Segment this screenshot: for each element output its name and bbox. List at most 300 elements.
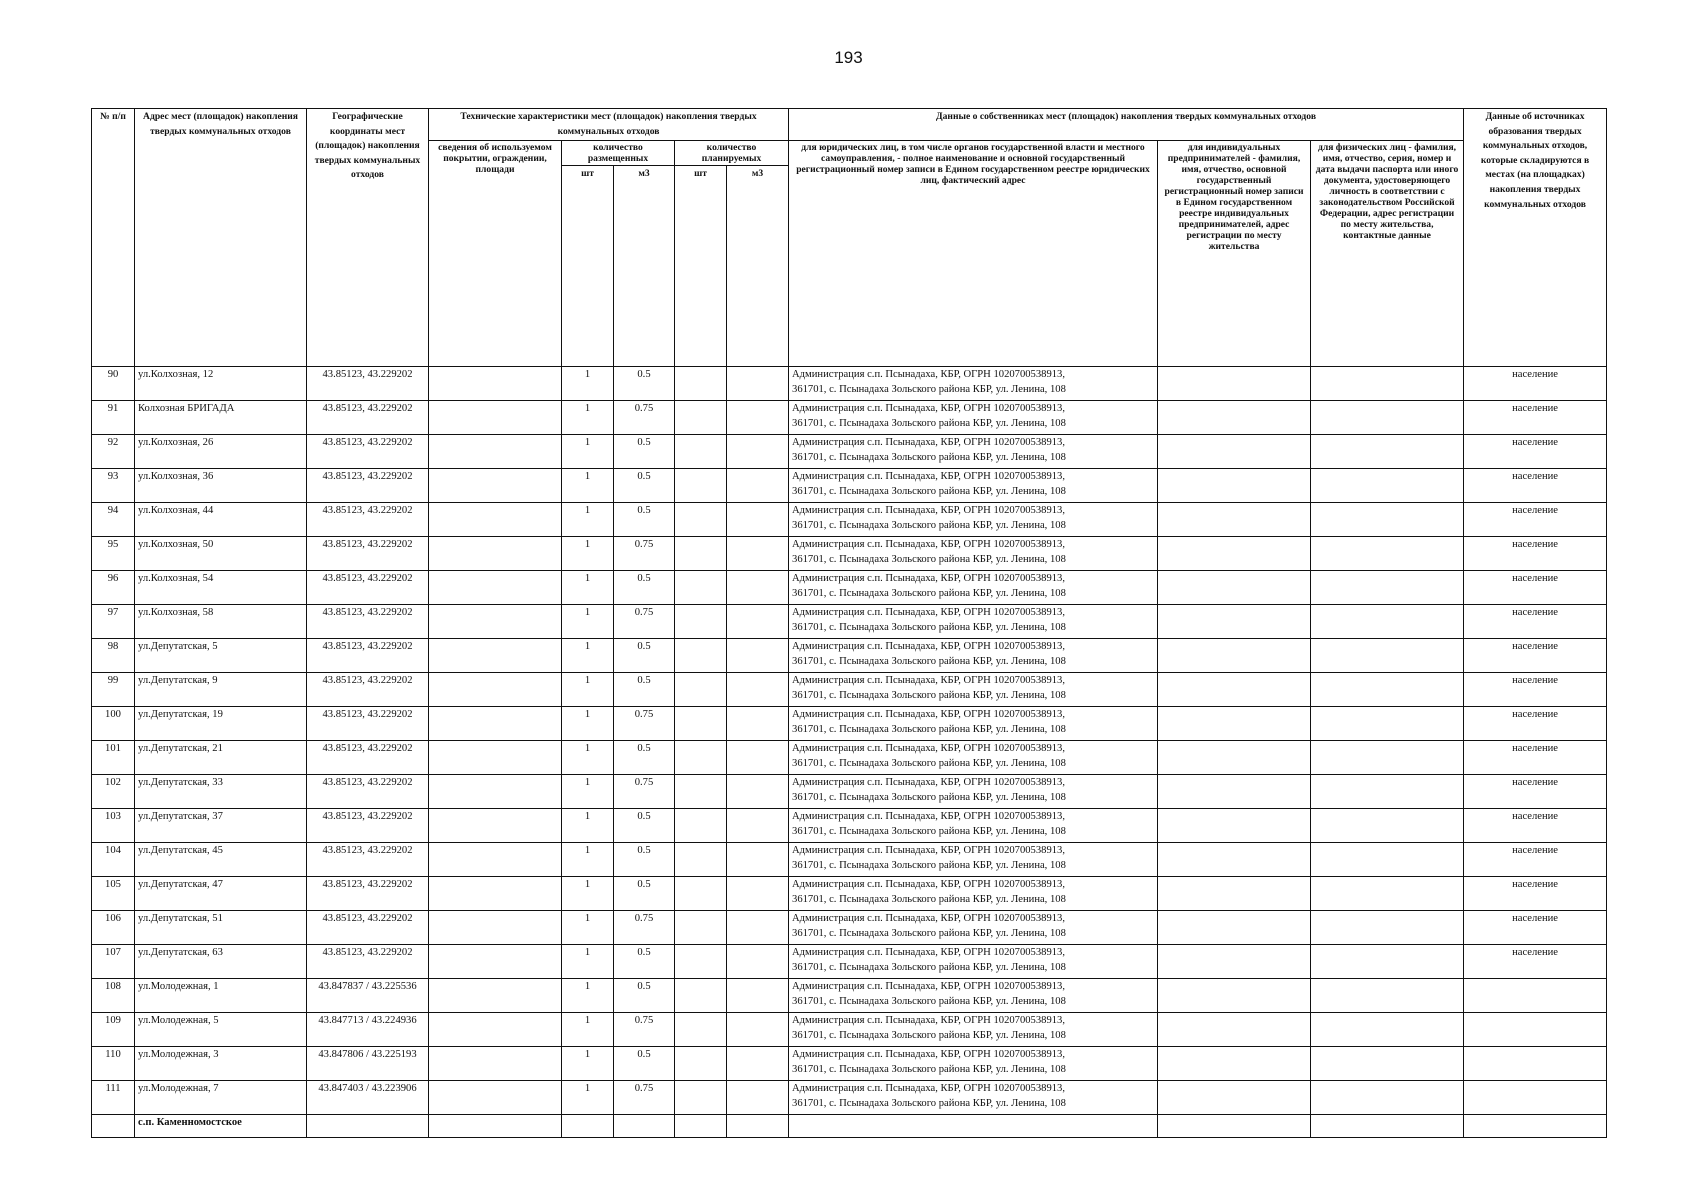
table-header <box>92 109 1607 367</box>
row-address: ул.Депутатская, 33 <box>135 775 307 809</box>
table-row <box>92 775 1607 809</box>
owner-line-address: 361701, с. Псынадаха Зольского района КБР, ул. Ленина, 108 <box>792 655 1066 667</box>
row-planned-count <box>675 571 727 605</box>
row-number: 110 <box>92 1047 135 1081</box>
row-waste-source: население <box>1464 401 1607 435</box>
row-waste-source: население <box>1464 775 1607 809</box>
row-container-count: 1 <box>562 877 614 911</box>
row-coordinates: 43.847403 / 43.223906 <box>307 1081 429 1115</box>
row-owner-person <box>1311 503 1464 537</box>
row-surface-info <box>429 843 562 877</box>
row-address: ул.Молодежная, 7 <box>135 1081 307 1115</box>
owner-line-address: 361701, с. Псынадаха Зольского района КБР, ул. Ленина, 108 <box>792 587 1066 599</box>
row-planned-volume <box>727 435 789 469</box>
row-planned-count <box>675 1013 727 1047</box>
row-number: 98 <box>92 639 135 673</box>
row-planned-count <box>675 639 727 673</box>
row-surface-info <box>429 469 562 503</box>
row-surface-info <box>429 945 562 979</box>
row-owner-legal <box>789 877 1158 911</box>
row-container-count: 1 <box>562 673 614 707</box>
row-waste-source: население <box>1464 605 1607 639</box>
header-coords: Географические координаты мест (площадок) накопления твердых коммунальных отходов <box>307 109 429 367</box>
row-owner-person <box>1311 809 1464 843</box>
owner-line-name: Администрация с.п. Псынадаха, КБР, ОГРН 1020700538913, <box>792 369 1065 381</box>
row-owner-person <box>1311 605 1464 639</box>
row-owner-legal <box>789 1081 1158 1115</box>
row-owner-ip <box>1158 1047 1311 1081</box>
row-owner-person <box>1311 741 1464 775</box>
row-coordinates: 43.85123, 43.229202 <box>307 945 429 979</box>
row-surface-info <box>429 605 562 639</box>
row-surface-info <box>429 1013 562 1047</box>
row-owner-person <box>1311 367 1464 401</box>
owner-line-name: Администрация с.п. Псынадаха, КБР, ОГРН 1020700538913, <box>792 471 1065 483</box>
row-address: ул.Колхозная, 12 <box>135 367 307 401</box>
row-planned-count <box>675 809 727 843</box>
owner-line-name: Администрация с.п. Псынадаха, КБР, ОГРН 1020700538913, <box>792 1015 1065 1027</box>
row-surface-info <box>429 1081 562 1115</box>
row-planned-volume <box>727 877 789 911</box>
row-waste-source <box>1464 1081 1607 1115</box>
table-row <box>92 741 1607 775</box>
row-planned-count <box>675 775 727 809</box>
row-address: ул.Депутатская, 19 <box>135 707 307 741</box>
row-surface-info <box>429 877 562 911</box>
row-owner-legal <box>789 605 1158 639</box>
row-owner-legal <box>789 537 1158 571</box>
owner-line-address: 361701, с. Псынадаха Зольского района КБР, ул. Ленина, 108 <box>792 417 1066 429</box>
row-coordinates: 43.85123, 43.229202 <box>307 469 429 503</box>
row-coordinates: 43.85123, 43.229202 <box>307 571 429 605</box>
row-coordinates: 43.85123, 43.229202 <box>307 639 429 673</box>
row-planned-volume <box>727 605 789 639</box>
row-owner-ip <box>1158 469 1311 503</box>
owner-line-name: Администрация с.п. Псынадаха, КБР, ОГРН 1020700538913, <box>792 879 1065 891</box>
owner-line-name: Администрация с.п. Псынадаха, КБР, ОГРН 1020700538913, <box>792 505 1065 517</box>
row-owner-legal <box>789 401 1158 435</box>
row-coordinates: 43.85123, 43.229202 <box>307 605 429 639</box>
owner-line-name: Администрация с.п. Псынадаха, КБР, ОГРН 1020700538913, <box>792 947 1065 959</box>
row-planned-volume <box>727 809 789 843</box>
section-empty-cell <box>92 1115 135 1138</box>
row-container-count: 1 <box>562 707 614 741</box>
row-container-count: 1 <box>562 775 614 809</box>
row-planned-volume <box>727 741 789 775</box>
row-container-volume: 0.5 <box>614 503 675 537</box>
row-planned-volume <box>727 945 789 979</box>
row-owner-person <box>1311 537 1464 571</box>
row-container-volume: 0.5 <box>614 673 675 707</box>
row-owner-ip <box>1158 639 1311 673</box>
row-container-count: 1 <box>562 1081 614 1115</box>
row-planned-count <box>675 1047 727 1081</box>
row-number: 93 <box>92 469 135 503</box>
row-owner-legal <box>789 775 1158 809</box>
row-container-volume: 0.75 <box>614 605 675 639</box>
row-number: 109 <box>92 1013 135 1047</box>
row-address: ул.Колхозная, 54 <box>135 571 307 605</box>
row-waste-source <box>1464 1047 1607 1081</box>
row-owner-ip <box>1158 911 1311 945</box>
header-unit-pcs: шт <box>562 166 614 367</box>
row-planned-volume <box>727 1047 789 1081</box>
row-waste-source: население <box>1464 571 1607 605</box>
row-surface-info <box>429 639 562 673</box>
row-planned-count <box>675 707 727 741</box>
row-planned-volume <box>727 401 789 435</box>
row-container-volume: 0.5 <box>614 877 675 911</box>
row-owner-person <box>1311 571 1464 605</box>
row-planned-count <box>675 469 727 503</box>
table-body <box>92 367 1607 1138</box>
row-owner-legal <box>789 673 1158 707</box>
section-empty-cell <box>614 1115 675 1138</box>
row-waste-source: население <box>1464 673 1607 707</box>
row-container-count: 1 <box>562 639 614 673</box>
row-container-volume: 0.5 <box>614 979 675 1013</box>
row-number: 108 <box>92 979 135 1013</box>
row-planned-volume <box>727 979 789 1013</box>
row-owner-person <box>1311 435 1464 469</box>
row-number: 103 <box>92 809 135 843</box>
header-owners-legal: для юридических лиц, в том числе органов государственной власти и местного самоуправления, - полное наименование и основной государственный регистрационный номер записи в Едином государственном реестре юридических лиц, фактический адрес <box>789 141 1158 367</box>
section-empty-cell <box>1311 1115 1464 1138</box>
section-empty-cell <box>562 1115 614 1138</box>
row-address: ул.Депутатская, 63 <box>135 945 307 979</box>
header-owners-person: для физических лиц - фамилия, имя, отчество, серия, номер и дата выдачи паспорта или иного документа, удостоверяющего личность в соответствии с законодательством Российской Федерации, адрес регистрации по месту жительства, контактные данные <box>1311 141 1464 367</box>
row-waste-source: население <box>1464 911 1607 945</box>
owner-line-name: Администрация с.п. Псынадаха, КБР, ОГРН 1020700538913, <box>792 981 1065 993</box>
owner-line-address: 361701, с. Псынадаха Зольского района КБР, ул. Ленина, 108 <box>792 689 1066 701</box>
row-waste-source: население <box>1464 435 1607 469</box>
owner-line-name: Администрация с.п. Псынадаха, КБР, ОГРН 1020700538913, <box>792 743 1065 755</box>
table-row <box>92 435 1607 469</box>
row-coordinates: 43.85123, 43.229202 <box>307 809 429 843</box>
row-container-count: 1 <box>562 843 614 877</box>
owner-line-name: Администрация с.п. Псынадаха, КБР, ОГРН 1020700538913, <box>792 845 1065 857</box>
row-surface-info <box>429 503 562 537</box>
row-owner-person <box>1311 707 1464 741</box>
row-owner-ip <box>1158 1013 1311 1047</box>
owner-line-name: Администрация с.п. Псынадаха, КБР, ОГРН 1020700538913, <box>792 607 1065 619</box>
waste-sites-table <box>91 108 1607 1138</box>
row-surface-info <box>429 367 562 401</box>
row-owner-legal <box>789 435 1158 469</box>
row-waste-source: население <box>1464 503 1607 537</box>
header-owners-ip: для индивидуальных предпринимателей - фамилия, имя, отчество, основной государственный регистрационный номер записи в Едином государственном реестре индивидуальных предпринимателей, адрес регистрации по месту жительства <box>1158 141 1311 367</box>
header-address: Адрес мест (площадок) накопления твердых коммунальных отходов <box>135 109 307 367</box>
row-container-volume: 0.5 <box>614 367 675 401</box>
row-planned-count <box>675 1081 727 1115</box>
row-surface-info <box>429 741 562 775</box>
header-owners: Данные о собственниках мест (площадок) накопления твердых коммунальных отходов <box>789 109 1464 141</box>
row-container-count: 1 <box>562 605 614 639</box>
row-address: ул.Депутатская, 45 <box>135 843 307 877</box>
row-owner-ip <box>1158 775 1311 809</box>
row-surface-info <box>429 571 562 605</box>
row-number: 94 <box>92 503 135 537</box>
row-coordinates: 43.85123, 43.229202 <box>307 741 429 775</box>
row-number: 92 <box>92 435 135 469</box>
row-waste-source: население <box>1464 877 1607 911</box>
row-owner-person <box>1311 945 1464 979</box>
row-number: 101 <box>92 741 135 775</box>
table-row <box>92 1013 1607 1047</box>
table-row <box>92 911 1607 945</box>
row-coordinates: 43.85123, 43.229202 <box>307 503 429 537</box>
row-waste-source <box>1464 979 1607 1013</box>
row-owner-person <box>1311 401 1464 435</box>
row-container-volume: 0.75 <box>614 775 675 809</box>
section-empty-cell <box>675 1115 727 1138</box>
row-container-volume: 0.75 <box>614 911 675 945</box>
owner-line-address: 361701, с. Псынадаха Зольского района КБР, ул. Ленина, 108 <box>792 1029 1066 1041</box>
row-owner-legal <box>789 911 1158 945</box>
row-owner-legal <box>789 809 1158 843</box>
row-planned-count <box>675 979 727 1013</box>
row-planned-volume <box>727 1013 789 1047</box>
row-waste-source: население <box>1464 843 1607 877</box>
row-planned-volume <box>727 911 789 945</box>
row-owner-legal <box>789 1013 1158 1047</box>
header-tech-surface: сведения об используемом покрытии, ограждении, площади <box>429 141 562 367</box>
header-unit-m3: м3 <box>614 166 675 367</box>
row-coordinates: 43.85123, 43.229202 <box>307 843 429 877</box>
table-row <box>92 605 1607 639</box>
header-unit-m3: м3 <box>727 166 789 367</box>
row-waste-source: население <box>1464 809 1607 843</box>
row-container-count: 1 <box>562 979 614 1013</box>
row-number: 97 <box>92 605 135 639</box>
row-owner-ip <box>1158 605 1311 639</box>
owner-line-address: 361701, с. Псынадаха Зольского района КБР, ул. Ленина, 108 <box>792 961 1066 973</box>
row-waste-source <box>1464 1013 1607 1047</box>
owner-line-address: 361701, с. Псынадаха Зольского района КБР, ул. Ленина, 108 <box>792 485 1066 497</box>
row-container-volume: 0.5 <box>614 843 675 877</box>
row-surface-info <box>429 707 562 741</box>
row-container-volume: 0.5 <box>614 435 675 469</box>
row-planned-count <box>675 537 727 571</box>
row-container-count: 1 <box>562 503 614 537</box>
row-owner-ip <box>1158 367 1311 401</box>
row-waste-source: население <box>1464 741 1607 775</box>
header-sources: Данные об источниках образования твердых коммунальных отходов, которые складируются в местах (на площадках) накопления твердых коммунальных отходов <box>1464 109 1607 367</box>
row-owner-person <box>1311 469 1464 503</box>
row-owner-legal <box>789 367 1158 401</box>
row-address: ул.Молодежная, 1 <box>135 979 307 1013</box>
row-owner-legal <box>789 1047 1158 1081</box>
table-row <box>92 673 1607 707</box>
row-address: ул.Колхозная, 50 <box>135 537 307 571</box>
row-surface-info <box>429 537 562 571</box>
owner-line-address: 361701, с. Псынадаха Зольского района КБР, ул. Ленина, 108 <box>792 451 1066 463</box>
row-planned-volume <box>727 503 789 537</box>
row-owner-person <box>1311 673 1464 707</box>
row-container-count: 1 <box>562 401 614 435</box>
row-owner-ip <box>1158 843 1311 877</box>
row-waste-source: население <box>1464 537 1607 571</box>
row-planned-count <box>675 877 727 911</box>
row-address: ул.Депутатская, 37 <box>135 809 307 843</box>
row-surface-info <box>429 1047 562 1081</box>
owner-line-name: Администрация с.п. Псынадаха, КБР, ОГРН 1020700538913, <box>792 913 1065 925</box>
row-number: 102 <box>92 775 135 809</box>
row-number: 104 <box>92 843 135 877</box>
row-address: ул.Депутатская, 47 <box>135 877 307 911</box>
row-owner-ip <box>1158 673 1311 707</box>
row-container-count: 1 <box>562 809 614 843</box>
row-number: 91 <box>92 401 135 435</box>
row-owner-person <box>1311 775 1464 809</box>
row-container-count: 1 <box>562 537 614 571</box>
row-container-volume: 0.5 <box>614 945 675 979</box>
table-row <box>92 367 1607 401</box>
row-container-count: 1 <box>562 435 614 469</box>
owner-line-address: 361701, с. Псынадаха Зольского района КБР, ул. Ленина, 108 <box>792 995 1066 1007</box>
row-owner-legal <box>789 979 1158 1013</box>
row-coordinates: 43.85123, 43.229202 <box>307 537 429 571</box>
row-owner-person <box>1311 979 1464 1013</box>
table-row <box>92 809 1607 843</box>
owner-line-name: Администрация с.п. Псынадаха, КБР, ОГРН 1020700538913, <box>792 539 1065 551</box>
row-owner-ip <box>1158 537 1311 571</box>
row-address: ул.Колхозная, 36 <box>135 469 307 503</box>
row-surface-info <box>429 775 562 809</box>
row-owner-ip <box>1158 1081 1311 1115</box>
row-container-count: 1 <box>562 469 614 503</box>
section-empty-cell <box>1464 1115 1607 1138</box>
row-planned-volume <box>727 639 789 673</box>
row-owner-person <box>1311 1081 1464 1115</box>
table-row <box>92 1081 1607 1115</box>
table-row <box>92 877 1607 911</box>
row-container-count: 1 <box>562 367 614 401</box>
row-coordinates: 43.85123, 43.229202 <box>307 911 429 945</box>
row-owner-ip <box>1158 945 1311 979</box>
row-number: 96 <box>92 571 135 605</box>
row-surface-info <box>429 979 562 1013</box>
row-owner-person <box>1311 1047 1464 1081</box>
row-owner-legal <box>789 639 1158 673</box>
owner-line-address: 361701, с. Псынадаха Зольского района КБР, ул. Ленина, 108 <box>792 825 1066 837</box>
row-address: ул.Колхозная, 26 <box>135 435 307 469</box>
row-planned-volume <box>727 469 789 503</box>
row-owner-ip <box>1158 741 1311 775</box>
row-container-count: 1 <box>562 911 614 945</box>
row-planned-volume <box>727 673 789 707</box>
row-planned-count <box>675 741 727 775</box>
row-container-count: 1 <box>562 571 614 605</box>
owner-line-address: 361701, с. Псынадаха Зольского района КБР, ул. Ленина, 108 <box>792 859 1066 871</box>
row-address: ул.Депутатская, 51 <box>135 911 307 945</box>
row-owner-legal <box>789 741 1158 775</box>
owner-line-address: 361701, с. Псынадаха Зольского района КБР, ул. Ленина, 108 <box>792 723 1066 735</box>
row-planned-count <box>675 503 727 537</box>
row-coordinates: 43.85123, 43.229202 <box>307 775 429 809</box>
row-planned-count <box>675 367 727 401</box>
table-row <box>92 537 1607 571</box>
row-coordinates: 43.85123, 43.229202 <box>307 435 429 469</box>
row-waste-source: население <box>1464 469 1607 503</box>
row-container-volume: 0.5 <box>614 809 675 843</box>
row-address: ул.Молодежная, 3 <box>135 1047 307 1081</box>
owner-line-name: Администрация с.п. Псынадаха, КБР, ОГРН 1020700538913, <box>792 437 1065 449</box>
row-address: ул.Депутатская, 5 <box>135 639 307 673</box>
row-address: ул.Молодежная, 5 <box>135 1013 307 1047</box>
row-planned-count <box>675 435 727 469</box>
section-empty-cell <box>1158 1115 1311 1138</box>
row-owner-person <box>1311 911 1464 945</box>
row-container-volume: 0.75 <box>614 401 675 435</box>
row-surface-info <box>429 809 562 843</box>
row-number: 95 <box>92 537 135 571</box>
owner-line-name: Администрация с.п. Псынадаха, КБР, ОГРН 1020700538913, <box>792 675 1065 687</box>
row-waste-source: население <box>1464 707 1607 741</box>
row-owner-legal <box>789 707 1158 741</box>
row-container-volume: 0.5 <box>614 639 675 673</box>
row-owner-ip <box>1158 503 1311 537</box>
table-row <box>92 843 1607 877</box>
row-owner-ip <box>1158 979 1311 1013</box>
row-container-volume: 0.5 <box>614 469 675 503</box>
row-planned-count <box>675 673 727 707</box>
table-row <box>92 469 1607 503</box>
row-owner-ip <box>1158 707 1311 741</box>
row-container-volume: 0.5 <box>614 1047 675 1081</box>
owner-line-address: 361701, с. Псынадаха Зольского района КБР, ул. Ленина, 108 <box>792 621 1066 633</box>
row-waste-source: население <box>1464 639 1607 673</box>
section-empty-cell <box>727 1115 789 1138</box>
table-row <box>92 979 1607 1013</box>
row-planned-count <box>675 401 727 435</box>
owner-line-name: Администрация с.п. Псынадаха, КБР, ОГРН 1020700538913, <box>792 709 1065 721</box>
row-planned-volume <box>727 1081 789 1115</box>
row-planned-volume <box>727 707 789 741</box>
owner-line-name: Администрация с.п. Псынадаха, КБР, ОГРН 1020700538913, <box>792 403 1065 415</box>
row-coordinates: 43.847806 / 43.225193 <box>307 1047 429 1081</box>
row-owner-legal <box>789 571 1158 605</box>
section-empty-cell <box>789 1115 1158 1138</box>
section-empty-cell <box>429 1115 562 1138</box>
table-row <box>92 1047 1607 1081</box>
row-owner-legal <box>789 945 1158 979</box>
row-address: ул.Колхозная, 58 <box>135 605 307 639</box>
row-address: ул.Депутатская, 21 <box>135 741 307 775</box>
row-container-volume: 0.5 <box>614 571 675 605</box>
row-owner-person <box>1311 639 1464 673</box>
row-coordinates: 43.85123, 43.229202 <box>307 367 429 401</box>
row-planned-count <box>675 911 727 945</box>
row-waste-source: население <box>1464 945 1607 979</box>
owner-line-name: Администрация с.п. Псынадаха, КБР, ОГРН 1020700538913, <box>792 777 1065 789</box>
row-container-count: 1 <box>562 945 614 979</box>
owner-line-address: 361701, с. Псынадаха Зольского района КБР, ул. Ленина, 108 <box>792 553 1066 565</box>
row-coordinates: 43.847837 / 43.225536 <box>307 979 429 1013</box>
row-planned-volume <box>727 775 789 809</box>
row-surface-info <box>429 401 562 435</box>
row-surface-info <box>429 911 562 945</box>
header-unit-pcs: шт <box>675 166 727 367</box>
row-number: 90 <box>92 367 135 401</box>
owner-line-address: 361701, с. Псынадаха Зольского района КБР, ул. Ленина, 108 <box>792 757 1066 769</box>
table-row <box>92 707 1607 741</box>
owner-line-address: 361701, с. Псынадаха Зольского района КБР, ул. Ленина, 108 <box>792 519 1066 531</box>
section-row <box>92 1115 1607 1138</box>
row-number: 107 <box>92 945 135 979</box>
row-container-volume: 0.5 <box>614 741 675 775</box>
owner-line-address: 361701, с. Псынадаха Зольского района КБР, ул. Ленина, 108 <box>792 791 1066 803</box>
